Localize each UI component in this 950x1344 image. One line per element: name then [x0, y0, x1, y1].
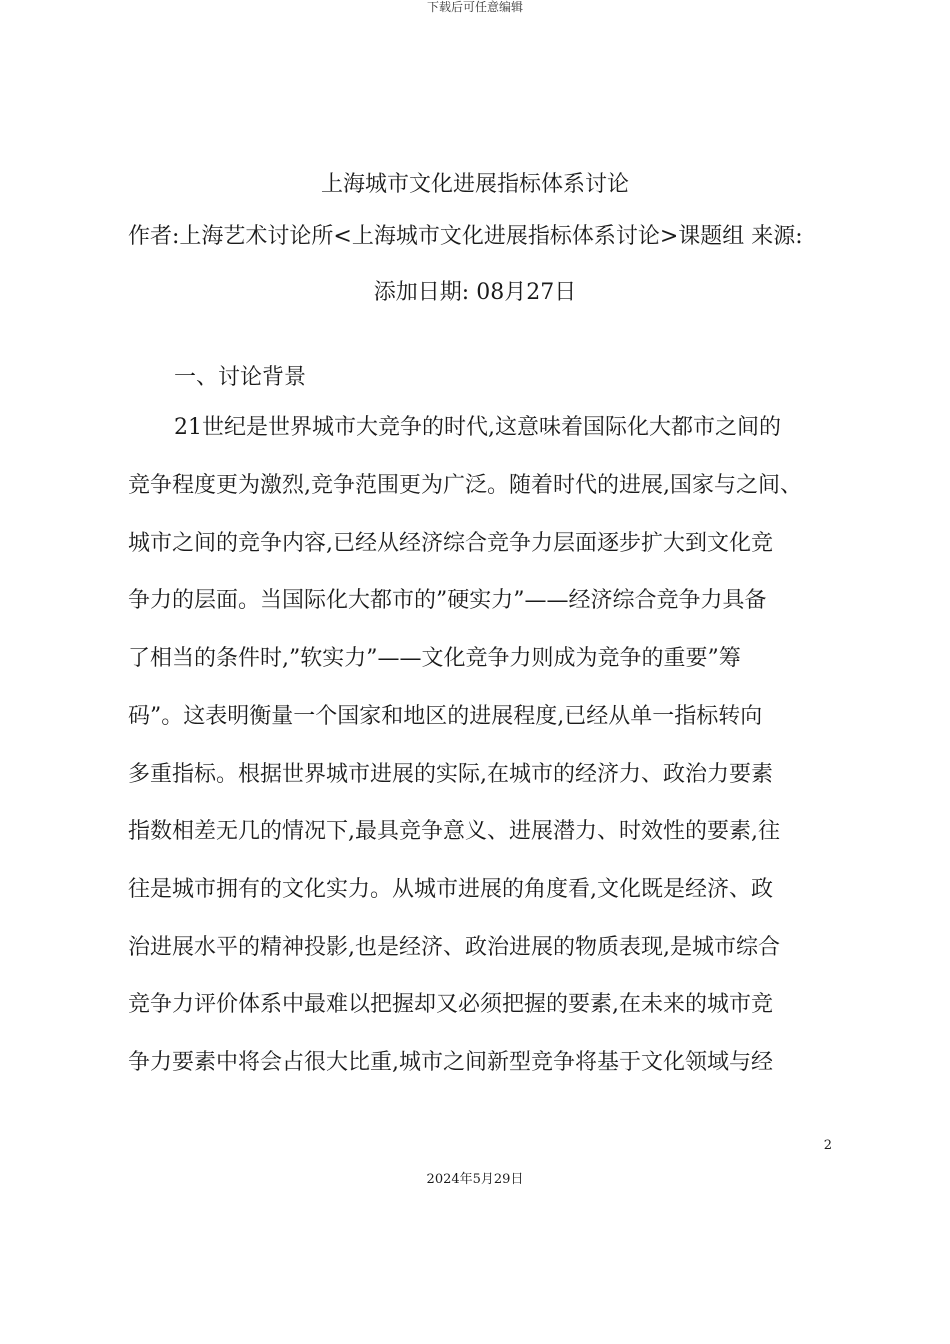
body-line: 城市之间的竞争内容,已经从经济综合竞争力层面逐步扩大到文化竞	[128, 531, 773, 556]
body-line: 往是城市拥有的文化实力。从城市进展的角度看,文化既是经济、政	[128, 877, 773, 902]
footer-date: 2024年5月29日	[426, 1172, 524, 1187]
body-line: 争力的层面。当国际化大都市的”硬实力”——经济综合竞争力具备	[128, 588, 767, 613]
body-line: 码”。这表明衡量一个国家和地区的进展程度,已经从单一指标转向	[128, 704, 763, 729]
document-title: 上海城市文化进展指标体系讨论	[320, 172, 629, 197]
page-number: 2	[823, 1138, 832, 1153]
body-line: 治进展水平的精神投影,也是经济、政治进展的物质表现,是城市综合	[128, 935, 780, 960]
body-line: 指数相差无几的情况下,最具竞争意义、进展潜力、时效性的要素,往	[128, 819, 780, 844]
section-heading: 一、讨论背景	[174, 365, 307, 390]
body-line: 竞争力评价体系中最难以把握却又必须把握的要素,在未来的城市竞	[128, 992, 773, 1017]
added-date: 添加日期: 08月27日	[373, 280, 577, 305]
body-line: 21世纪是世界城市大竞争的时代,这意味着国际化大都市之间的	[174, 415, 781, 440]
body-line: 多重指标。根据世界城市进展的实际,在城市的经济力、政治力要素	[128, 762, 773, 787]
body-line: 竞争程度更为激烈,竞争范围更为广泛。随着时代的进展,国家与之间、	[128, 473, 802, 498]
header-note: 下载后可任意编辑	[426, 0, 523, 14]
author-line: 作者:上海艺术讨论所<上海城市文化进展指标体系讨论>课题组 来源:	[128, 224, 803, 249]
body-line: 了相当的条件时,”软实力”——文化竞争力则成为竞争的重要”筹	[128, 646, 741, 671]
body-line: 争力要素中将会占很大比重,城市之间新型竞争将基于文化领域与经	[128, 1050, 773, 1075]
